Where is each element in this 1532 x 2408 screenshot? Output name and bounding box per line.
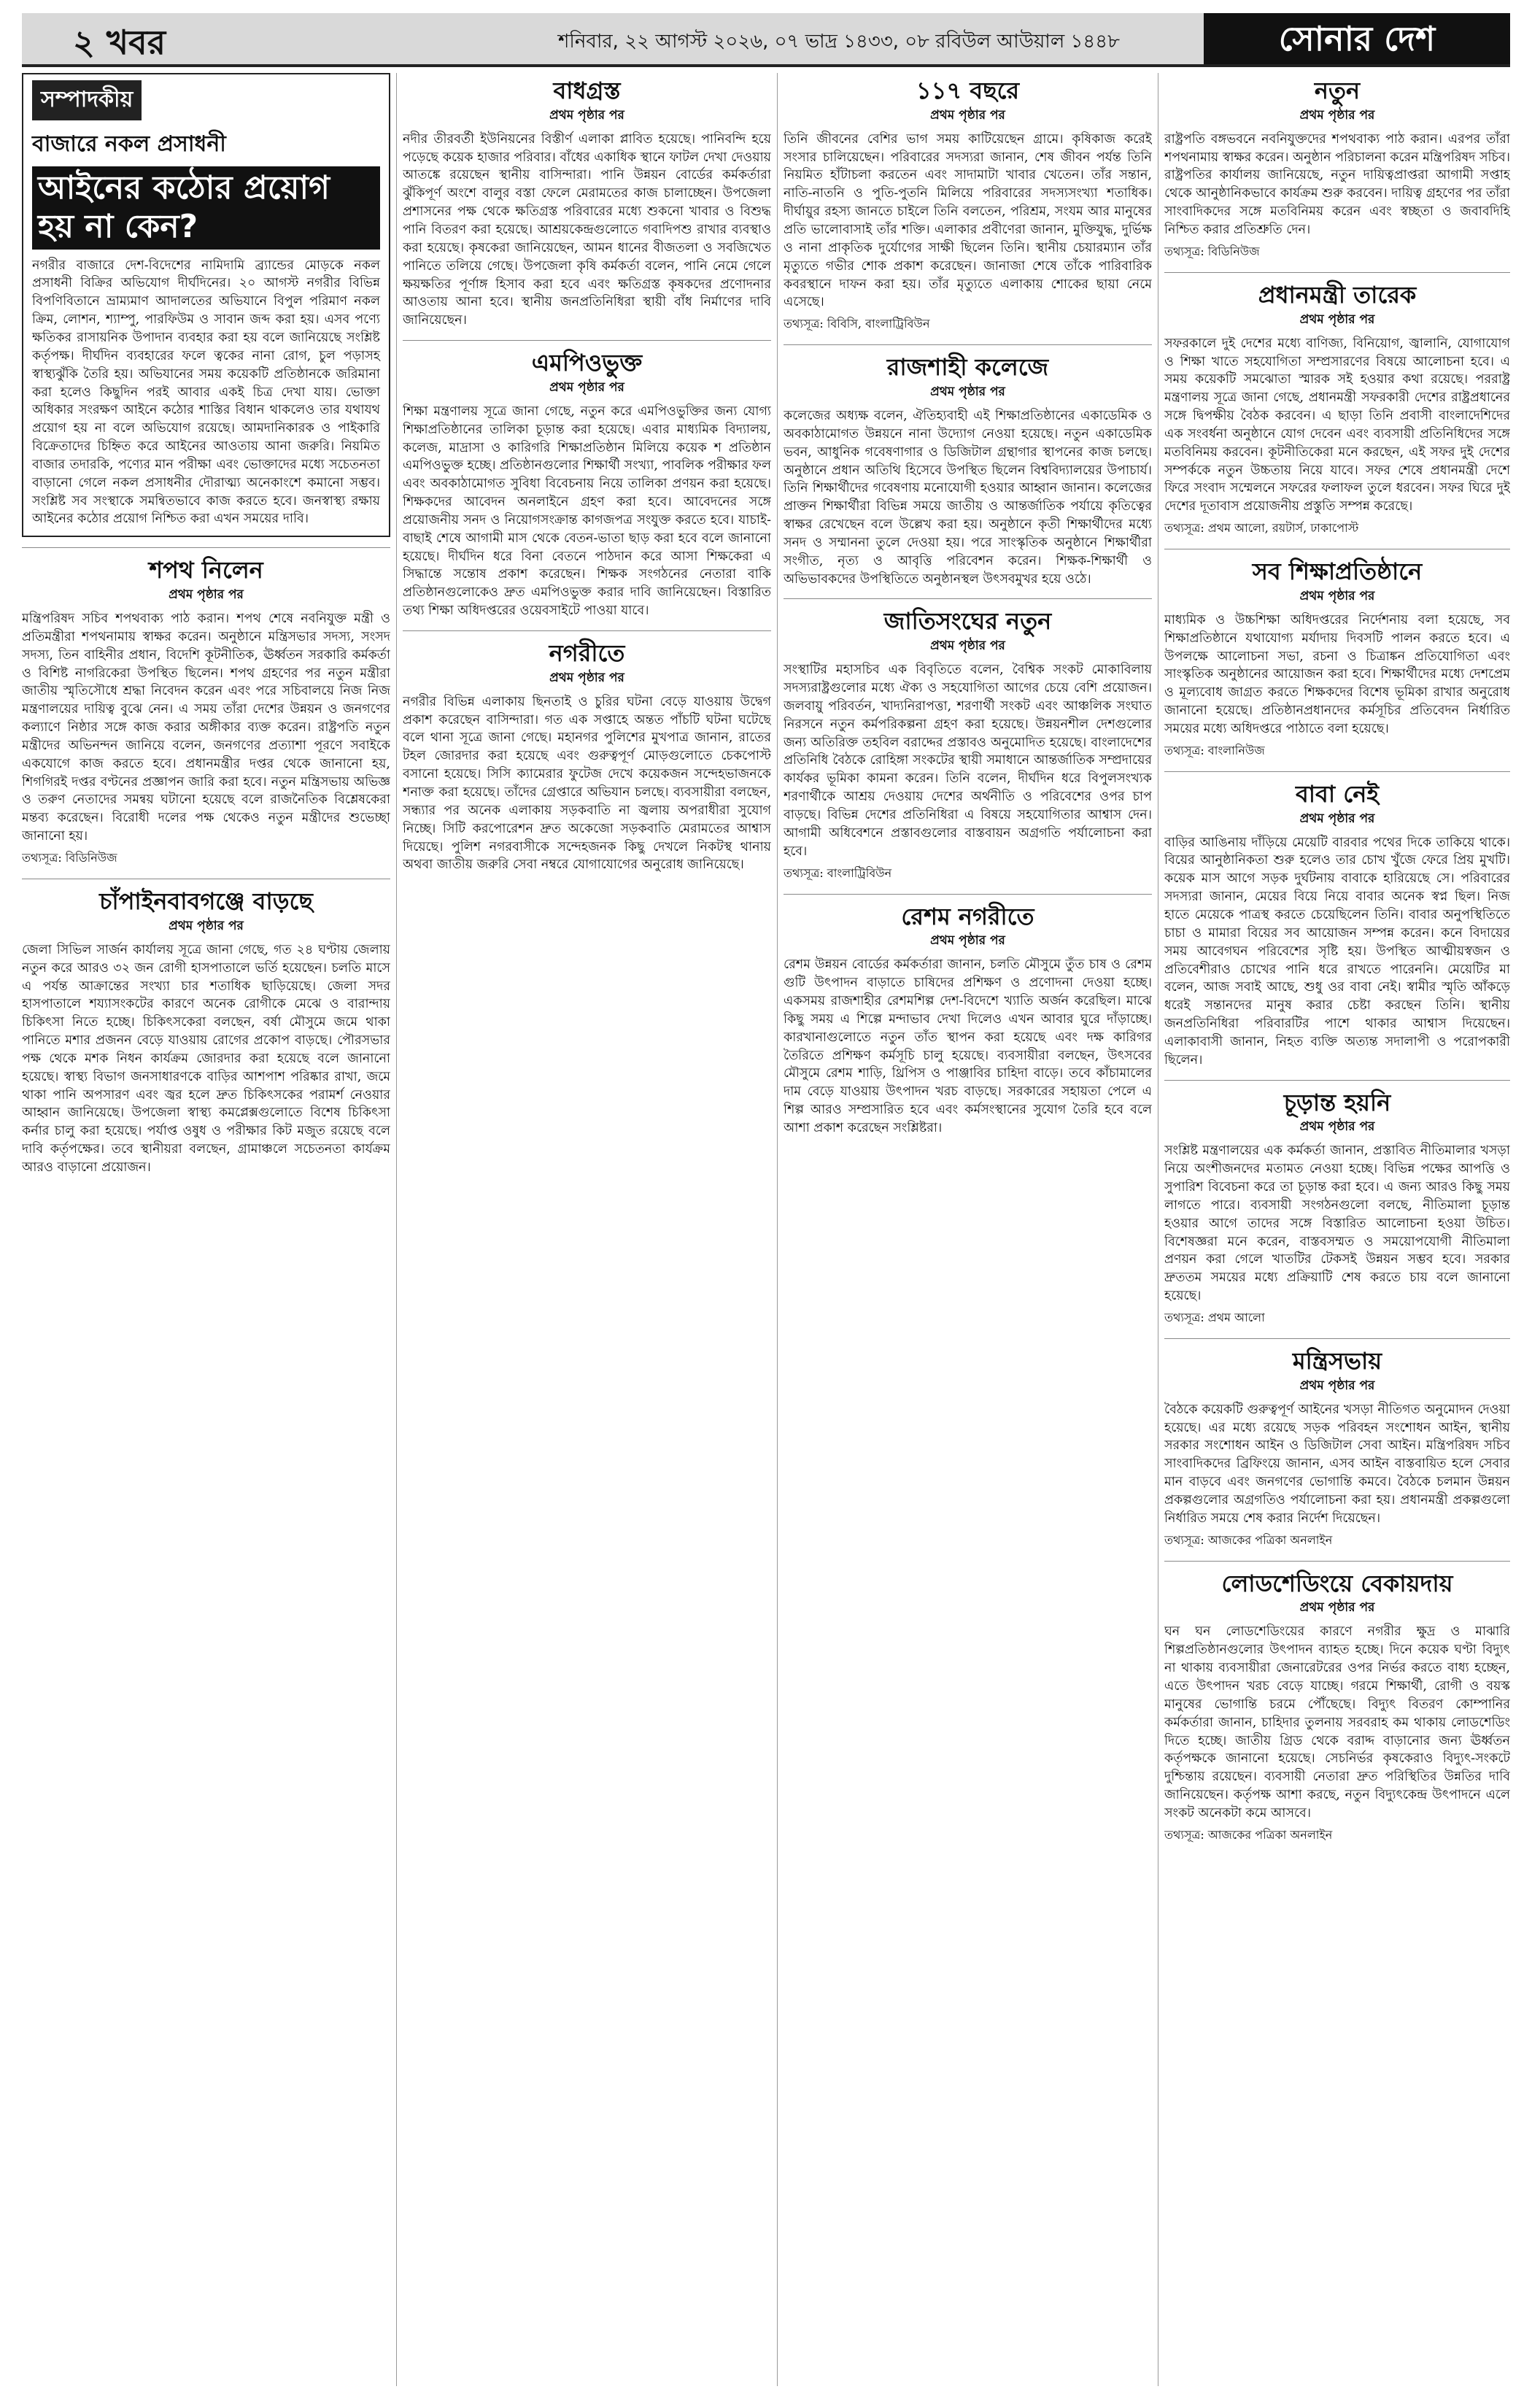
continued-label: প্রথম পৃষ্ঠার পর bbox=[169, 587, 244, 603]
column-1 bbox=[22, 73, 390, 2386]
divider bbox=[1164, 1080, 1510, 1081]
editorial-body: নগরীর বাজারে দেশ-বিদেশের নামিদামি ব্র্যান্ডের মোড়কে নকল প্রসাধনী বিক্রির অভিযোগ দীর্ঘদিনের। ২০ আগস্ট নগরীর বিভিন্ন বিপণিবিতানে ভ্রাম্যমাণ আদালতের অভিযানে বিপুল পরিমাণ নকল ক্রিম, লোশন, শ্যাম্পু, পারফিউম ও সাবান জব্দ করা হয়। এসব পণ্যে ক্ষতিকর রাসায়নিক উপাদান ব্যবহার করা হয় বলে জানিয়েছে সংশ্লিষ্ট কর্তৃপক্ষ। দীর্ঘদিন ব্যবহারের ফলে ত্বকের নানা রোগ, চুল পড়াসহ স্বাস্থ্যঝুঁকি তৈরি হয়। অভিযানের সময় কয়েকটি প্রতিষ্ঠানকে জরিমানা করা হলেও কিছুদিন পরই আবার একই চিত্র দেখা যায়। ভোক্তা অধিকার সংরক্ষণ আইনে কঠোর শাস্তির বিধান থাকলেও তার যথাযথ প্রয়োগ হয় না বলে অভিযোগ রয়েছে। আমদানিকারক ও পাইকারি বিক্রেতাদের চিহ্নিত করে আইনের আওতায় আনা জরুরি। নিয়মিত বাজার তদারকি, পণ্যের মান পরীক্ষা এবং ভোক্তাদের মধ্যে সচেতনতা বাড়ানো গেলে নকল প্রসাধনীর দৌরাত্ম্য অনেকাংশে কমানো সম্ভব। সংশ্লিষ্ট সব সংস্থাকে সমন্বিতভাবে কাজ করতে হবে। জনস্বাস্থ্য রক্ষায় আইনের কঠোর প্রয়োগ নিশ্চিত করা এখন সময়ের দাবি। bbox=[32, 258, 380, 527]
story-title: মন্ত্রিসভায় bbox=[1292, 1346, 1382, 1375]
story-title: বাবা নেই bbox=[1295, 779, 1380, 808]
story-baba bbox=[1164, 781, 1510, 1070]
divider bbox=[22, 547, 390, 548]
story-117 bbox=[784, 77, 1152, 334]
story-mpo bbox=[403, 350, 771, 620]
story-chura bbox=[1164, 1089, 1510, 1328]
continued-label: প্রথম পৃষ্ঠার পর bbox=[169, 918, 244, 933]
story-source: তথ্যসূত্র: আজকের পত্রিকা অনলাইন bbox=[1164, 1532, 1333, 1547]
continued-label: প্রথম পৃষ্ঠার পর bbox=[1299, 1119, 1375, 1135]
story-source: তথ্যসূত্র: বিডিনিউজ bbox=[1164, 244, 1260, 258]
story-body: বাড়ির আঙিনায় দাঁড়িয়ে মেয়েটি বারবার পথের দিকে তাকিয়ে থাকে। বিয়ের আনুষ্ঠানিকতা শুরু হলেও তার চোখ খুঁজে ফেরে প্রিয় মুখটি। কয়েক মাস আগে সড়ক দুর্ঘটনায় বাবাকে হারিয়েছে সে। পরিবারের সদস্যরা জানান, মেয়ের বিয়ে নিয়ে বাবার অনেক স্বপ্ন ছিল। নিজ হাতে মেয়েকে পাত্রস্থ করতে চেয়েছিলেন তিনি। বাবার অনুপস্থিতিতে চাচা ও মামারা বিয়ের সব আয়োজন সম্পন্ন করেন। কনে বিদায়ের সময় আবেগঘন পরিবেশের সৃষ্টি হয়। উপস্থিত আত্মীয়স্বজন ও প্রতিবেশীরাও চোখের পানি ধরে রাখতে পারেননি। মেয়েটির মা বলেন, আজ সবাই আছে, শুধু ওর বাবা নেই। স্বামীর স্মৃতি আঁকড়ে ধরেই সন্তানদের মানুষ করার চেষ্টা করছেন তিনি। স্থানীয় জনপ্রতিনিধিরা পরিবারটির পাশে থাকার আশ্বাস দিয়েছেন। এলাকাবাসী জানান, নিহত ব্যক্তি অত্যন্ত সদালাপী ও পরোপকারী ছিলেন। bbox=[1164, 835, 1510, 1068]
story-resham bbox=[784, 903, 1152, 1138]
story-body: জেলা সিভিল সার্জন কার্যালয় সূত্রে জানা গেছে, গত ২৪ ঘণ্টায় জেলায় নতুন করে আরও ৩২ জন রোগী হাসপাতালে ভর্তি হয়েছেন। চলতি মাসে এ পর্যন্ত আক্রান্তের সংখ্যা চার শতাধিক ছাড়িয়েছে। জেলা সদর হাসপাতালে শয্যাসংকটের কারণে অনেক রোগীকে মেঝে ও বারান্দায় চিকিৎসা নিতে হচ্ছে। চিকিৎসকেরা বলছেন, বর্ষা মৌসুমে জমে থাকা পানিতে মশার প্রজনন বেড়ে যাওয়ায় রোগের প্রকোপ বাড়ছে। পৌরসভার পক্ষ থেকে মশক নিধন কার্যক্রম জোরদার করা হয়েছে বলে জানানো হয়েছে। স্বাস্থ্য বিভাগ জনসাধারণকে বাড়ির আশপাশ পরিষ্কার রাখা, জমে থাকা পানি অপসারণ এবং জ্বর হলে দ্রুত চিকিৎসকের পরামর্শ নেওয়ার আহ্বান জানিয়েছে। উপজেলা স্বাস্থ্য কমপ্লেক্সগুলোতে বিশেষ চিকিৎসা কর্নার চালু করা হয়েছে। পর্যাপ্ত ওষুধ ও পরীক্ষার কিট মজুত রয়েছে বলে দাবি কর্তৃপক্ষের। তবে স্থানীয়রা বলছেন, গ্রামাঞ্চলে সচেতনতা কার্যক্রম আরও বাড়ানো প্রয়োজন। bbox=[22, 942, 390, 1175]
story-title: প্রধানমন্ত্রী তারেক bbox=[1258, 280, 1417, 309]
divider bbox=[1164, 1561, 1510, 1562]
continued-label: প্রথম পৃষ্ঠার পর bbox=[930, 638, 1005, 654]
divider bbox=[1164, 771, 1510, 772]
column-divider bbox=[396, 73, 397, 2386]
story-body: শিক্ষা মন্ত্রণালয় সূত্রে জানা গেছে, নতুন করে এমপিওভুক্তির জন্য যোগ্য শিক্ষাপ্রতিষ্ঠানের তালিকা চূড়ান্ত করা হয়েছে। এবার মাধ্যমিক বিদ্যালয়, কলেজ, মাদ্রাসা ও কারিগরি শিক্ষাপ্রতিষ্ঠান মিলিয়ে কয়েক শ প্রতিষ্ঠান এমপিওভুক্ত হচ্ছে। প্রতিষ্ঠানগুলোর শিক্ষার্থী সংখ্যা, পাবলিক পরীক্ষার ফল এবং অবকাঠামোগত সুবিধা বিবেচনায় নিয়ে তালিকা প্রণয়ন করা হয়েছে। শিক্ষকদের আবেদন অনলাইনে গ্রহণ করা হবে। আবেদনের সঙ্গে প্রয়োজনীয় সনদ ও নিয়োগসংক্রান্ত কাগজপত্র সংযুক্ত করতে হবে। যাচাই-বাছাই শেষে আগামী মাস থেকে বেতন-ভাতা ছাড় করা হবে বলে জানানো হয়েছে। দীর্ঘদিন ধরে বিনা বেতনে পাঠদান করে আসা শিক্ষকেরা এ সিদ্ধান্তে সন্তোষ প্রকাশ করেছেন। শিক্ষক সংগঠনের নেতারা বাকি প্রতিষ্ঠানগুলোকেও দ্রুত এমপিওভুক্ত করার দাবি জানিয়েছেন। বিস্তারিত তথ্য শিক্ষা অধিদপ্তরের ওয়েবসাইটে পাওয়া যাবে। bbox=[403, 404, 771, 619]
story-body: বৈঠকে কয়েকটি গুরুত্বপূর্ণ আইনের খসড়া নীতিগত অনুমোদন দেওয়া হয়েছে। এর মধ্যে রয়েছে সড়ক পরিবহন সংশোধন আইন, স্থানীয় সরকার সংশোধন আইন ও ডিজিটাল সেবা আইন। মন্ত্রিপরিষদ সচিব সাংবাদিকদের ব্রিফিংয়ে জানান, এসব আইন বাস্তবায়িত হলে সেবার মান বাড়বে এবং জনগণের ভোগান্তি কমবে। বৈঠকে চলমান উন্নয়ন প্রকল্পগুলোর অগ্রগতিও পর্যালোচনা করা হয়। প্রধানমন্ত্রী প্রকল্পগুলো নির্ধারিত সময়ে শেষ করার নির্দেশ দিয়েছেন। bbox=[1164, 1402, 1510, 1526]
story-loadshedding bbox=[1164, 1570, 1510, 1845]
story-title: ১১৭ বছরে bbox=[916, 77, 1020, 104]
story-title: নগরীতে bbox=[549, 639, 625, 667]
continued-label: প্রথম পৃষ্ঠার পর bbox=[1299, 811, 1375, 826]
story-title: চূড়ান্ত হয়নি bbox=[1283, 1088, 1391, 1116]
divider bbox=[1164, 272, 1510, 273]
story-body: সংস্থাটির মহাসচিব এক বিবৃতিতে বলেন, বৈশ্বিক সংকট মোকাবিলায় সদস্যরাষ্ট্রগুলোর মধ্যে ঐক্য ও সহযোগিতা আগের চেয়ে বেশি প্রয়োজন। জলবায়ু পরিবর্তন, খাদ্যনিরাপত্তা, শরণার্থী সংকট এবং আঞ্চলিক সংঘাত নিরসনে নতুন কর্মপরিকল্পনা গ্রহণ করা হয়েছে। উন্নয়নশীল দেশগুলোর জন্য অতিরিক্ত তহবিল বরাদ্দের প্রস্তাবও অনুমোদিত হয়েছে। বাংলাদেশের প্রতিনিধি বৈঠকে রোহিঙ্গা সংকটের স্থায়ী সমাধানে আন্তর্জাতিক সম্প্রদায়ের কার্যকর ভূমিকা কামনা করেন। তিনি বলেন, দীর্ঘদিন ধরে বিপুলসংখ্যক শরণার্থীকে আশ্রয় দেওয়ায় দেশের অর্থনীতি ও পরিবেশের ওপর চাপ বাড়ছে। বিভিন্ন দেশের প্রতিনিধিরা এ বিষয়ে সহযোগিতার আশ্বাস দেন। আগামী অধিবেশনে প্রস্তাবগুলোর বাস্তবায়ন অগ্রগতি পর্যালোচনা করা হবে। bbox=[784, 663, 1152, 859]
story-title: লোডশেডিংয়ে বেকায়দায় bbox=[1221, 1569, 1453, 1597]
editorial-label: সম্পাদকীয় bbox=[32, 80, 142, 120]
story-body: মাধ্যমিক ও উচ্চশিক্ষা অধিদপ্তরের নির্দেশনায় বলা হয়েছে, সব শিক্ষাপ্রতিষ্ঠানে যথাযোগ্য মর্যাদায় দিবসটি পালন করতে হবে। এ উপলক্ষে আলোচনা সভা, রচনা ও চিত্রাঙ্কন প্রতিযোগিতা এবং সাংস্কৃতিক অনুষ্ঠানের আয়োজন করা হবে। শিক্ষার্থীদের মধ্যে দেশপ্রেম ও মূল্যবোধ জাগ্রত করতে শিক্ষকদের বিশেষ ভূমিকা রাখার অনুরোধ জানানো হয়েছে। প্রতিষ্ঠানপ্রধানদের কর্মসূচির প্রতিবেদন নির্ধারিত সময়ের মধ্যে অধিদপ্তরে পাঠাতে বলা হয়েছে। bbox=[1164, 612, 1510, 736]
story-chapai bbox=[22, 888, 390, 1177]
continued-label: প্রথম পৃষ্ঠার পর bbox=[1299, 1600, 1375, 1616]
story-title: নতুন bbox=[1314, 77, 1361, 104]
editorial-subhead: বাজারে নকল প্রসাধনী bbox=[32, 131, 226, 157]
story-source: তথ্যসূত্র: প্রথম আলো, রয়টার্স, ঢাকাপোস্ট bbox=[1164, 521, 1359, 536]
story-shikkha bbox=[1164, 558, 1510, 761]
issue-date: শনিবার, ২২ আগস্ট ২০২৬, ০৭ ভাদ্র ১৪৩৩, ০৮ রবিউল আউয়াল ১৪৪৮ bbox=[558, 31, 1120, 53]
continued-label: প্রথম পৃষ্ঠার পর bbox=[930, 107, 1005, 123]
story-nogorite bbox=[403, 640, 771, 874]
story-body: রেশম উন্নয়ন বোর্ডের কর্মকর্তারা জানান, চলতি মৌসুমে তুঁত চাষ ও রেশম গুটি উৎপাদন বাড়াতে চাষিদের প্রশিক্ষণ ও প্রণোদনা দেওয়া হচ্ছে। একসময় রাজশাহীর রেশমশিল্প দেশ-বিদেশে খ্যাতি অর্জন করেছিল। মাঝে কিছু সময় এ শিল্পে মন্দাভাব দেখা দিলেও এখন আবার ঘুরে দাঁড়াচ্ছে। কারখানাগুলোতে নতুন তাঁত স্থাপন করা হয়েছে এবং দক্ষ কারিগর তৈরিতে প্রশিক্ষণ কর্মসূচি চালু হয়েছে। ব্যবসায়ীরা বলছেন, উৎসবের মৌসুমে রেশম শাড়ি, থ্রিপিস ও পাঞ্জাবির চাহিদা বাড়ে। তবে কাঁচামালের দাম বেড়ে যাওয়ায় উৎপাদন খরচ বাড়ছে। সরকারের সহায়তা পেলে এ শিল্প আরও সম্প্রসারিত হবে এবং কর্মসংস্থানের সুযোগ তৈরি হবে বলে আশা প্রকাশ করেছেন সংশ্লিষ্টরা। bbox=[784, 957, 1152, 1135]
story-body: ঘন ঘন লোডশেডিংয়ের কারণে নগরীর ক্ষুদ্র ও মাঝারি শিল্পপ্রতিষ্ঠানগুলোর উৎপাদন ব্যাহত হচ্ছে। দিনে কয়েক ঘণ্টা বিদ্যুৎ না থাকায় ব্যবসায়ীরা জেনারেটরের ওপর নির্ভর করতে বাধ্য হচ্ছেন, এতে উৎপাদন খরচ বেড়ে যাচ্ছে। গরমে শিক্ষার্থী, রোগী ও বয়স্ক মানুষের ভোগান্তি চরমে পৌঁছেছে। বিদ্যুৎ বিতরণ কোম্পানির কর্মকর্তারা জানান, চাহিদার তুলনায় সরবরাহ কম থাকায় লোডশেডিং দিতে হচ্ছে। জাতীয় গ্রিড থেকে বরাদ্দ বাড়ানোর জন্য ঊর্ধ্বতন কর্তৃপক্ষকে জানানো হয়েছে। সেচনির্ভর কৃষকেরাও বিদ্যুৎ-সংকটে দুশ্চিন্তায় রয়েছেন। ব্যবসায়ী নেতারা দ্রুত পরিস্থিতির উন্নতির দাবি জানিয়েছেন। কর্তৃপক্ষ আশা করছে, নতুন বিদ্যুৎকেন্দ্র উৎপাদনে এলে সংকট অনেকটা কমে আসবে। bbox=[1164, 1624, 1510, 1821]
story-body: রাষ্ট্রপতি বঙ্গভবনে নবনিযুক্তদের শপথবাক্য পাঠ করান। এরপর তাঁরা শপথনামায় স্বাক্ষর করেন। অনুষ্ঠান পরিচালনা করেন মন্ত্রিপরিষদ সচিব। রাষ্ট্রপতির কার্যালয় জানিয়েছে, নতুন দায়িত্বপ্রাপ্তরা আগামী সপ্তাহ থেকে আনুষ্ঠানিকভাবে কার্যক্রম শুরু করবেন। দায়িত্ব গ্রহণের পর তাঁরা সাংবাদিকদের সঙ্গে মতবিনিময় করেন এবং স্বচ্ছতা ও জবাবদিহি নিশ্চিত করার প্রতিশ্রুতি দেন। bbox=[1164, 131, 1510, 238]
story-jatisongho bbox=[784, 608, 1152, 883]
story-montri bbox=[1164, 1348, 1510, 1551]
continued-label: প্রথম পৃষ্ঠার পর bbox=[1299, 107, 1375, 123]
story-body: মন্ত্রিপরিষদ সচিব শপথবাক্য পাঠ করান। শপথ শেষে নবনিযুক্ত মন্ত্রী ও প্রতিমন্ত্রীরা শপথনামায় স্বাক্ষর করেন। অনুষ্ঠানে মন্ত্রিসভার সদস্য, সংসদ সদস্য, তিন বাহিনীর প্রধান, বিদেশি কূটনীতিক, ঊর্ধ্বতন সরকারি কর্মকর্তা ও বিশিষ্ট নাগরিকেরা উপস্থিত ছিলেন। শপথ গ্রহণের পর নতুন মন্ত্রীরা জাতীয় স্মৃতিসৌধে শ্রদ্ধা নিবেদন করেন এবং পরে সচিবালয়ে নিজ নিজ মন্ত্রণালয়ের দায়িত্ব বুঝে নেন। এ সময় তাঁরা দেশের উন্নয়ন ও জনগণের কল্যাণে নিষ্ঠার সঙ্গে কাজ করার অঙ্গীকার ব্যক্ত করেন। রাষ্ট্রপতি নতুন মন্ত্রীদের অভিনন্দন জানিয়ে বলেন, জনগণের প্রত্যাশা পূরণে সবাইকে একযোগে কাজ করতে হবে। প্রধানমন্ত্রীর দপ্তর থেকে জানানো হয়, শিগগিরই দপ্তর বণ্টনের প্রজ্ঞাপন জারি করা হবে। নতুন মন্ত্রিসভায় অভিজ্ঞ ও তরুণ নেতাদের সমন্বয় ঘটানো হয়েছে বলে রাজনৈতিক বিশ্লেষকেরা মন্তব্য করেছেন। বিরোধী দলের পক্ষ থেকেও নতুন মন্ত্রীদের শুভেচ্ছা জানানো হয়। bbox=[22, 611, 390, 844]
story-source: তথ্যসূত্র: বিবিসি, বাংলাট্রিবিউন bbox=[784, 317, 930, 331]
story-body: সফরকালে দুই দেশের মধ্যে বাণিজ্য, বিনিয়োগ, জ্বালানি, যোগাযোগ ও শিক্ষা খাতে সহযোগিতা সম্প্রসারণের বিষয়ে আলোচনা হবে। এ সময় কয়েকটি সমঝোতা স্মারক সই হওয়ার কথা রয়েছে। পররাষ্ট্র মন্ত্রণালয় সূত্রে জানা গেছে, প্রধানমন্ত্রী সফরকারী দেশের রাষ্ট্রপ্রধানের সঙ্গে দ্বিপক্ষীয় বৈঠক করবেন। এ ছাড়া তিনি প্রবাসী বাংলাদেশিদের এক সংবর্ধনা অনুষ্ঠানে যোগ দেবেন এবং ব্যবসায়ী প্রতিনিধিদের সঙ্গে মতবিনিময় করবেন। কূটনীতিকেরা মনে করছেন, এই সফর দুই দেশের সম্পর্ককে নতুন উচ্চতায় নিয়ে যাবে। সফর শেষে প্রধানমন্ত্রী দেশে ফিরে সংবাদ সম্মেলনে সফরের ফলাফল তুলে ধরবেন। সফর ঘিরে দুই দেশের দূতাবাস প্রয়োজনীয় প্রস্তুতি সম্পন্ন করেছে। bbox=[1164, 336, 1510, 514]
story-title: এমপিওভুক্ত bbox=[531, 349, 643, 377]
story-title: সব শিক্ষাপ্রতিষ্ঠানে bbox=[1252, 557, 1423, 586]
column-3 bbox=[784, 73, 1152, 2386]
story-source: তথ্যসূত্র: প্রথম আলো bbox=[1164, 1310, 1265, 1324]
column-2 bbox=[403, 73, 771, 2386]
newspaper-logo: সোনার দেশ bbox=[1204, 13, 1510, 64]
divider bbox=[784, 344, 1152, 345]
continued-label: প্রথম পৃষ্ঠার পর bbox=[549, 670, 624, 685]
story-title: জাতিসংঘের নতুন bbox=[883, 607, 1052, 636]
continued-label: প্রথম পৃষ্ঠার পর bbox=[1299, 588, 1375, 603]
continued-label: প্রথম পৃষ্ঠার পর bbox=[1299, 312, 1375, 327]
story-title: রাজশাহী কলেজে bbox=[886, 353, 1049, 382]
story-body: নগরীর বিভিন্ন এলাকায় ছিনতাই ও চুরির ঘটনা বেড়ে যাওয়ায় উদ্বেগ প্রকাশ করেছেন বাসিন্দারা। গত এক সপ্তাহে অন্তত পাঁচটি ঘটনা ঘটেছে বলে থানা সূত্রে জানা গেছে। মহানগর পুলিশের মুখপাত্র জানান, রাতের টহল জোরদার করা হয়েছে এবং গুরুত্বপূর্ণ মোড়গুলোতে চেকপোস্ট বসানো হয়েছে। সিসি ক্যামেরার ফুটেজ দেখে কয়েকজন সন্দেহভাজনকে শনাক্ত করা হয়েছে। তাঁদের গ্রেপ্তারে অভিযান চলছে। ব্যবসায়ীরা বলছেন, সন্ধ্যার পর অনেক এলাকায় সড়কবাতি না জ্বলায় অপরাধীরা সুযোগ নিচ্ছে। সিটি করপোরেশন দ্রুত অকেজো সড়কবাতি মেরামতের আশ্বাস দিয়েছে। পুলিশ নগরবাসীকে সন্দেহজনক কিছু দেখলে নিকটস্থ থানায় অথবা জাতীয় জরুরি সেবা নম্বরে যোগাযোগের অনুরোধ জানিয়েছে। bbox=[403, 694, 771, 873]
story-source: তথ্যসূত্র: বাংলাট্রিবিউন bbox=[784, 865, 892, 880]
page-number: ২ খবর bbox=[73, 23, 166, 62]
continued-label: প্রথম পৃষ্ঠার পর bbox=[1299, 1378, 1375, 1393]
story-shopoth bbox=[22, 557, 390, 868]
continued-label: প্রথম পৃষ্ঠার পর bbox=[930, 385, 1005, 400]
continued-label: প্রথম পৃষ্ঠার পর bbox=[930, 933, 1005, 949]
story-body: সংশ্লিষ্ট মন্ত্রণালয়ের এক কর্মকর্তা জানান, প্রস্তাবিত নীতিমালার খসড়া নিয়ে অংশীজনদের মতামত নেওয়া হচ্ছে। বিভিন্ন পক্ষের আপত্তি ও সুপারিশ বিবেচনা করে তা চূড়ান্ত করা হবে। এ জন্য আরও কিছু সময় লাগতে পারে। ব্যবসায়ী সংগঠনগুলো বলছে, নীতিমালা চূড়ান্ত হওয়ার আগে তাদের সঙ্গে বিস্তারিত আলোচনা হওয়া উচিত। বিশেষজ্ঞরা মনে করেন, বাস্তবসম্মত ও সময়োপযোগী নীতিমালা প্রণয়ন করা গেলে খাতটির টেকসই উন্নয়ন সম্ভব হবে। সরকার দ্রুততম সময়ের মধ্যে প্রক্রিয়াটি শেষ করতে চায় বলে জানানো হয়েছে। bbox=[1164, 1143, 1510, 1304]
masthead bbox=[22, 13, 1510, 67]
column-4 bbox=[1164, 73, 1510, 2386]
column-divider bbox=[777, 73, 778, 2386]
editorial-headline: আইনের কঠোর প্রয়োগ হয় না কেন? bbox=[32, 166, 380, 250]
story-source: তথ্যসূত্র: বিডিনিউজ bbox=[22, 851, 117, 865]
story-title: চাঁপাইনবাবগঞ্জে বাড়ছে bbox=[99, 887, 313, 916]
story-title: শপথ নিলেন bbox=[149, 556, 263, 584]
story-badhgrosto bbox=[403, 77, 771, 330]
divider bbox=[784, 598, 1152, 599]
story-title: রেশম নগরীতে bbox=[901, 902, 1034, 930]
continued-label: প্রথম পৃষ্ঠার পর bbox=[549, 107, 624, 123]
continued-label: প্রথম পৃষ্ঠার পর bbox=[549, 379, 624, 395]
editorial bbox=[22, 73, 390, 537]
divider bbox=[403, 340, 771, 341]
story-body: তিনি জীবনের বেশির ভাগ সময় কাটিয়েছেন গ্রামে। কৃষিকাজ করেই সংসার চালিয়েছেন। পরিবারের সদস্যরা জানান, শেষ জীবন পর্যন্ত তিনি নিয়মিত হাঁটাচলা করতেন এবং সাদামাটা খাবার খেতেন। তাঁর সন্তান, নাতি-নাতনি ও পুতি-পুতনি মিলিয়ে পরিবারের সদস্যসংখ্যা শতাধিক। দীর্ঘায়ুর রহস্য জানতে চাইলে তিনি বলতেন, পরিশ্রম, সংযম আর মানুষের প্রতি ভালোবাসাই তাঁর শক্তি। এলাকার প্রবীণেরা জানান, মুক্তিযুদ্ধ, দুর্ভিক্ষ ও নানা প্রাকৃতিক দুর্যোগের সাক্ষী ছিলেন তিনি। স্থানীয় চেয়ারম্যান তাঁর মৃত্যুতে গভীর শোক প্রকাশ করেছেন। জানাজা শেষে তাঁকে পারিবারিক কবরস্থানে দাফন করা হয়। তাঁর মৃত্যুতে এলাকায় শোকের ছায়া নেমে এসেছে। bbox=[784, 131, 1152, 310]
story-body: কলেজের অধ্যক্ষ বলেন, ঐতিহ্যবাহী এই শিক্ষাপ্রতিষ্ঠানের একাডেমিক ও অবকাঠামোগত উন্নয়নে নানা উদ্যোগ নেওয়া হয়েছে। নতুন একাডেমিক ভবন, আধুনিক গবেষণাগার ও ডিজিটাল গ্রন্থাগার স্থাপনের কাজ চলছে। অনুষ্ঠানে প্রধান অতিথি হিসেবে উপস্থিত ছিলেন বিশ্ববিদ্যালয়ের উপাচার্য। তিনি শিক্ষার্থীদের গবেষণায় মনোযোগী হওয়ার আহ্বান জানান। কলেজের প্রাক্তন শিক্ষার্থীরা বিভিন্ন সময়ে জাতীয় ও আন্তর্জাতিক পর্যায়ে কৃতিত্বের স্বাক্ষর রেখেছেন বলে উল্লেখ করা হয়। অনুষ্ঠানে কৃতী শিক্ষার্থীদের মধ্যে সনদ ও সম্মাননা তুলে দেওয়া হয়। পরে সাংস্কৃতিক অনুষ্ঠানে শিক্ষার্থীরা সংগীত, নৃত্য ও আবৃত্তি পরিবেশন করেন। শিক্ষক-শিক্ষার্থী ও অভিভাবকদের উপস্থিতিতে অনুষ্ঠানস্থল উৎসবমুখর হয়ে ওঠে। bbox=[784, 409, 1152, 587]
story-rajshahi bbox=[784, 354, 1152, 588]
story-title: বাধগ্রস্ত bbox=[553, 77, 621, 104]
divider bbox=[403, 630, 771, 631]
story-pm bbox=[1164, 282, 1510, 539]
story-source: তথ্যসূত্র: আজকের পত্রিকা অনলাইন bbox=[1164, 1827, 1333, 1842]
story-body: নদীর তীরবর্তী ইউনিয়নের বিস্তীর্ণ এলাকা প্লাবিত হয়েছে। পানিবন্দি হয়ে পড়েছে কয়েক হাজার পরিবার। বাঁধের একাধিক স্থানে ফাটল দেখা দেওয়ায় আতঙ্কে রয়েছেন স্থানীয় বাসিন্দারা। পানি উন্নয়ন বোর্ডের কর্মকর্তারা ঝুঁকিপূর্ণ অংশে বালুর বস্তা ফেলে মেরামতের কাজ চালাচ্ছেন। উপজেলা প্রশাসনের পক্ষ থেকে ক্ষতিগ্রস্ত পরিবারের মধ্যে শুকনো খাবার ও বিশুদ্ধ পানি বিতরণ করা হয়েছে। আশ্রয়কেন্দ্রগুলোতে গবাদিপশু রাখার ব্যবস্থাও করা হয়েছে। কৃষকেরা জানিয়েছেন, আমন ধানের বীজতলা ও সবজিখেত পানিতে তলিয়ে গেছে। উপজেলা কৃষি কর্মকর্তা বলেন, পানি নেমে গেলে ক্ষয়ক্ষতির পূর্ণাঙ্গ হিসাব করা হবে এবং ক্ষতিগ্রস্ত কৃষকদের প্রণোদনার আওতায় আনা হবে। স্থানীয় জনপ্রতিনিধিরা স্থায়ী বাঁধ নির্মাণের দাবি জানিয়েছেন। bbox=[403, 131, 771, 328]
divider bbox=[1164, 1338, 1510, 1339]
story-notun bbox=[1164, 77, 1510, 262]
story-source: তথ্যসূত্র: বাংলানিউজ bbox=[1164, 743, 1265, 757]
divider bbox=[784, 894, 1152, 895]
